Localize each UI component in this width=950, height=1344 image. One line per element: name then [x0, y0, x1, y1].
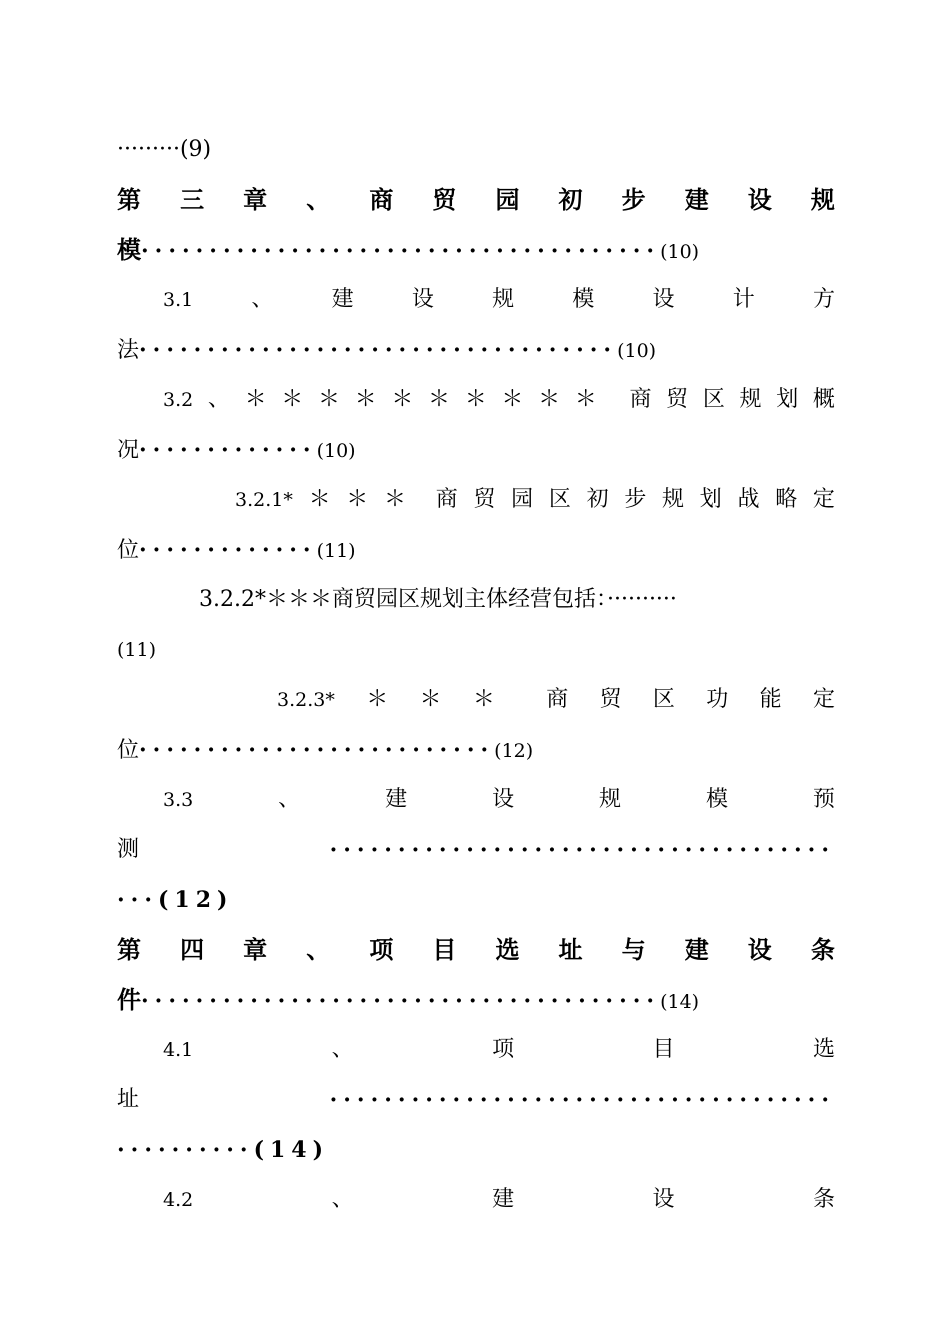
toc-chapter-4-title: 第 四 章 、 项 目 选 址 与 建 设 条 [117, 935, 835, 964]
toc-section-3-2-3: 3.2.3* ＊ ＊ ＊ 商 贸 区 功 能 定 [277, 687, 835, 712]
toc-section-3-2-2: 3.2.2*＊＊＊商贸园区规划主体经营包括：·········· [199, 587, 677, 612]
toc-chapter-4-leader: 件······································(14) [117, 985, 700, 1014]
toc-section-4-1-leader: 址 ····································· [117, 1087, 835, 1113]
page-number: (11) [316, 540, 356, 562]
page-number: (10) [617, 340, 657, 362]
toc-chapter-3-title: 第 三 章 、 商 贸 园 初 步 建 设 规 [117, 185, 835, 214]
toc-section-3-1: 3.1 、 建 设 规 模 设 计 方 [163, 287, 835, 312]
toc-section-3-1-leader: 法···································(10) [117, 337, 657, 363]
toc-section-3-2-leader: 况·············(10) [117, 437, 356, 463]
toc-section-3-2-1-leader: 位·············(11) [117, 537, 356, 563]
toc-leader-page: ·········(9) [117, 137, 212, 162]
page-number: (10) [660, 241, 700, 263]
toc-section-3-3-leader: 测 ····································· [117, 837, 835, 863]
toc-section-4-2: 4.2 、 建 设 条 [163, 1187, 835, 1212]
toc-section-3-2-2-page [117, 635, 835, 665]
page-number: (14) [660, 991, 700, 1013]
page-number: (11) [117, 639, 157, 661]
toc-section-3-2-1: 3.2.1* ＊ ＊ ＊ 商 贸 园 区 初 步 规 划 战 略 定 [235, 487, 835, 512]
toc-section-4-1: 4.1 、 项 目 选 [163, 1037, 835, 1062]
toc-section-3-3: 3.3 、 建 设 规 模 预 [163, 787, 835, 812]
page-number: (10) [316, 440, 356, 462]
toc-continuation-line [117, 135, 835, 165]
toc-section-3-3-page: ···(12) [117, 887, 234, 913]
toc-section-3-2: 3.2 、 ＊ ＊ ＊ ＊ ＊ ＊ ＊ ＊ ＊ ＊ 商 贸 区 规 划 概 [163, 387, 835, 412]
toc-section-3-2-3-leader: 位··························(12) [117, 737, 534, 763]
toc-section-4-1-page: ··········(14) [117, 1137, 330, 1163]
toc-chapter-3-leader: 模······································(10) [117, 235, 700, 264]
page-number: (12) [494, 740, 534, 762]
